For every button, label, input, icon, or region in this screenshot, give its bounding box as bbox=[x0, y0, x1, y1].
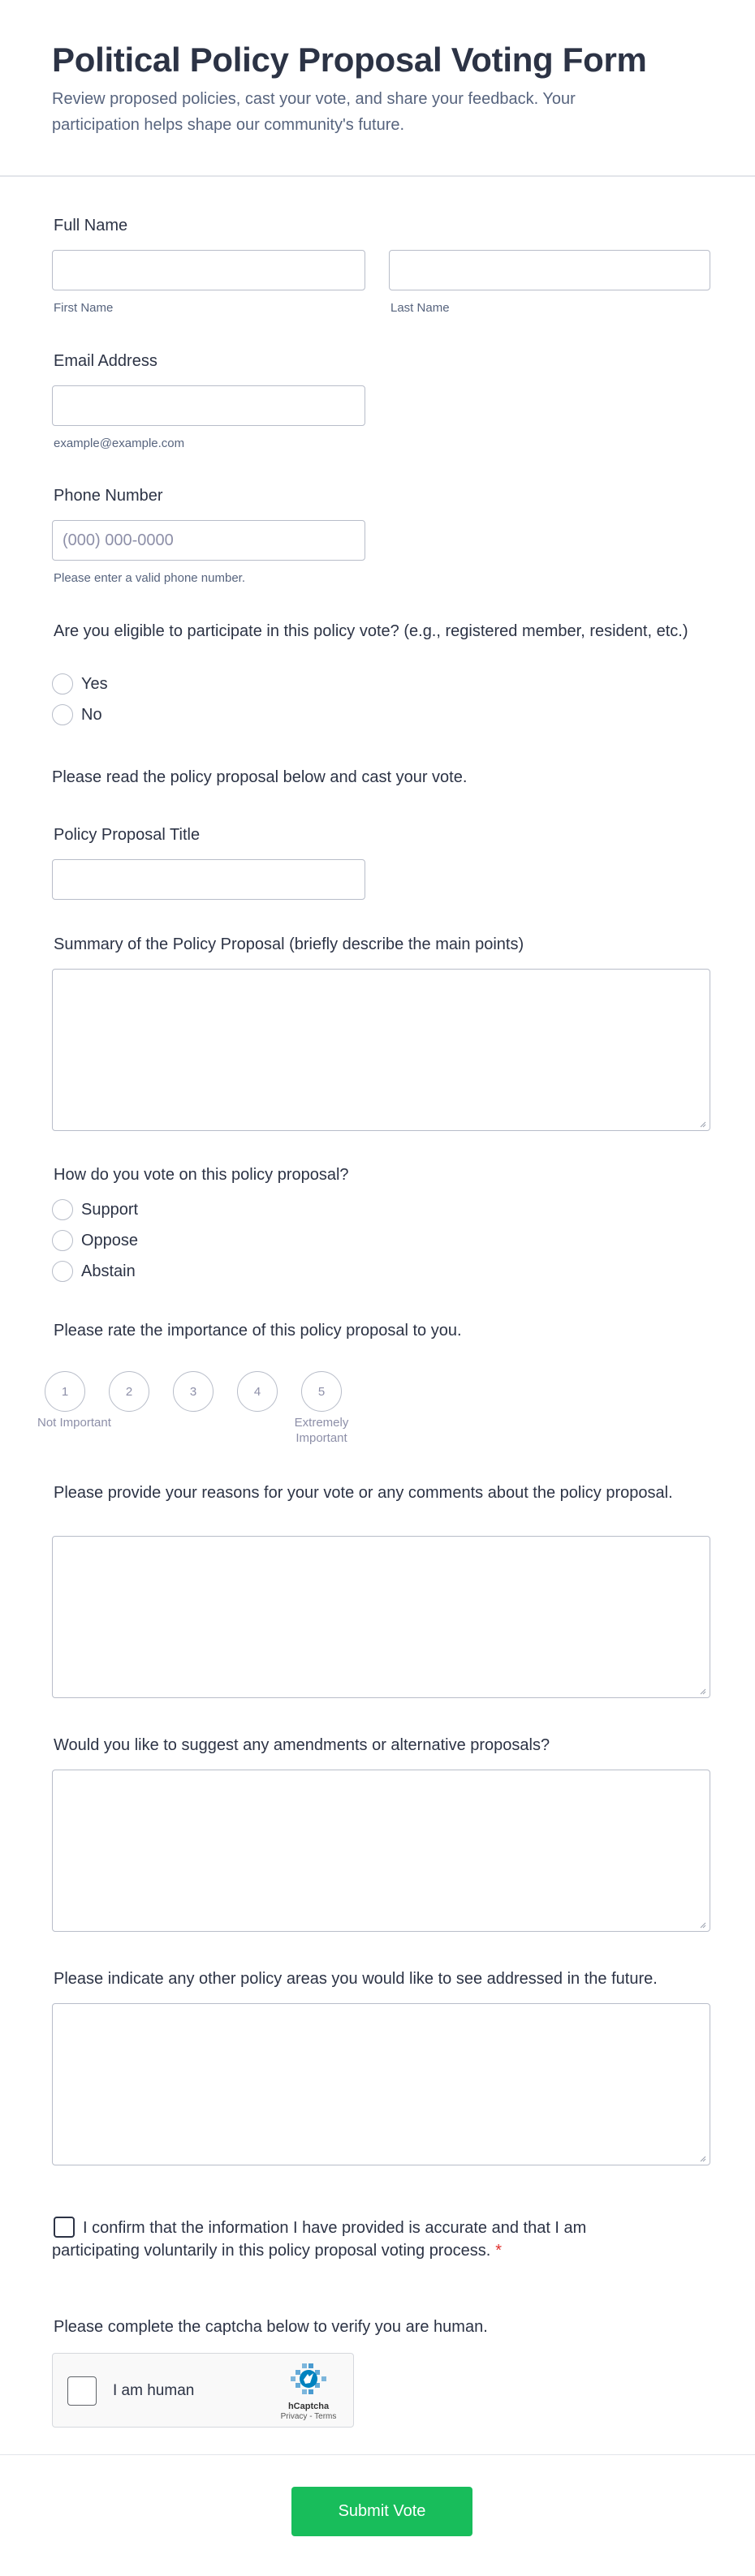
eligibility-label: Are you eligible to participate in this policy vote? (e.g., registered member, resident, etc.) bbox=[54, 622, 688, 640]
captcha-widget bbox=[52, 2353, 354, 2428]
rating-option-1[interactable]: 1 bbox=[45, 1371, 85, 1412]
radio-button[interactable] bbox=[52, 673, 73, 695]
amendments-textarea[interactable] bbox=[52, 1770, 710, 1932]
rating-label: Please rate the importance of this policy proposal to you. bbox=[54, 1322, 462, 1340]
required-mark: * bbox=[495, 2242, 503, 2260]
radio-button[interactable] bbox=[52, 704, 73, 725]
first-name-input[interactable] bbox=[52, 250, 365, 290]
captcha-privacy-terms[interactable]: Privacy - Terms bbox=[280, 2412, 337, 2421]
radio-label: Support bbox=[81, 1200, 139, 1219]
captcha-branding bbox=[274, 2363, 343, 2421]
rating-option-4[interactable]: 4 bbox=[237, 1371, 278, 1412]
other-areas-label: Please indicate any other policy areas you would like to see addressed in the future. bbox=[54, 1970, 658, 1988]
eligibility-option-no[interactable] bbox=[52, 703, 102, 726]
rating-max-caption: Extremely Important bbox=[294, 1416, 349, 1445]
vote-label: How do you vote on this policy proposal? bbox=[54, 1166, 349, 1184]
confirmation-checkbox[interactable] bbox=[54, 2217, 75, 2238]
last-name-input[interactable] bbox=[389, 250, 710, 290]
resize-grip-icon[interactable] bbox=[698, 1920, 706, 1929]
radio-label: Yes bbox=[81, 674, 108, 693]
phone-input[interactable] bbox=[52, 520, 365, 561]
footer-divider bbox=[0, 2454, 755, 2455]
hcaptcha-logo-icon bbox=[291, 2363, 326, 2396]
vote-option-support[interactable] bbox=[52, 1198, 138, 1221]
summary-textarea[interactable] bbox=[52, 969, 710, 1131]
vote-option-abstain[interactable] bbox=[52, 1260, 136, 1283]
form-subtitle: Review proposed policies, cast your vote, and share your feedback. Your participation helps shape our community's future. bbox=[52, 90, 576, 134]
captcha-instruction-label: Please complete the captcha below to verify you are human. bbox=[54, 2318, 488, 2336]
proposal-title-input[interactable] bbox=[52, 859, 365, 900]
captcha-checkbox-label: I am human bbox=[113, 2382, 195, 2399]
captcha-brand-name: hCaptcha bbox=[287, 2402, 330, 2411]
last-name-sublabel: Last Name bbox=[390, 301, 450, 315]
proposal-title-label: Policy Proposal Title bbox=[54, 826, 201, 844]
other-areas-textarea[interactable] bbox=[52, 2003, 710, 2165]
radio-button[interactable] bbox=[52, 1230, 73, 1251]
vote-option-oppose[interactable] bbox=[52, 1229, 138, 1252]
first-name-sublabel: First Name bbox=[54, 301, 114, 315]
radio-label: Abstain bbox=[81, 1262, 136, 1280]
form-header bbox=[0, 0, 755, 177]
radio-button[interactable] bbox=[52, 1261, 73, 1282]
email-label: Email Address bbox=[54, 352, 157, 370]
email-input[interactable] bbox=[52, 385, 365, 426]
reasons-textarea[interactable] bbox=[52, 1536, 710, 1698]
amendments-label: Would you like to suggest any amendments or alternative proposals? bbox=[54, 1736, 550, 1754]
submit-button[interactable]: Submit Vote bbox=[291, 2487, 472, 2536]
captcha-checkbox[interactable] bbox=[67, 2376, 97, 2406]
confirmation-text bbox=[52, 2217, 636, 2262]
radio-label: Oppose bbox=[81, 1231, 139, 1249]
resize-grip-icon[interactable] bbox=[698, 2154, 706, 2162]
confirmation-label: I confirm that the information I have provided is accurate and that I am participating voluntarily in this policy proposal voting process. bbox=[52, 2219, 587, 2260]
radio-label: No bbox=[81, 705, 102, 724]
full-name-label: Full Name bbox=[54, 217, 128, 234]
form-title: Political Policy Proposal Voting Form bbox=[52, 41, 647, 79]
summary-label: Summary of the Policy Proposal (briefly describe the main points) bbox=[54, 935, 524, 953]
phone-label: Phone Number bbox=[54, 487, 163, 505]
rating-min-caption: Not Important bbox=[37, 1416, 111, 1430]
eligibility-option-yes[interactable] bbox=[52, 673, 108, 695]
email-sublabel: example@example.com bbox=[54, 437, 185, 450]
resize-grip-icon[interactable] bbox=[698, 1120, 706, 1128]
rating-option-2[interactable]: 2 bbox=[109, 1371, 149, 1412]
instructions-text: Please read the policy proposal below and cast your vote. bbox=[52, 768, 468, 786]
resize-grip-icon[interactable] bbox=[698, 1687, 706, 1695]
radio-button[interactable] bbox=[52, 1199, 73, 1220]
phone-sublabel: Please enter a valid phone number. bbox=[54, 571, 245, 585]
reasons-label: Please provide your reasons for your vote or any comments about the policy proposal. bbox=[54, 1484, 673, 1502]
rating-option-3[interactable]: 3 bbox=[173, 1371, 214, 1412]
rating-option-5[interactable]: 5 bbox=[301, 1371, 342, 1412]
